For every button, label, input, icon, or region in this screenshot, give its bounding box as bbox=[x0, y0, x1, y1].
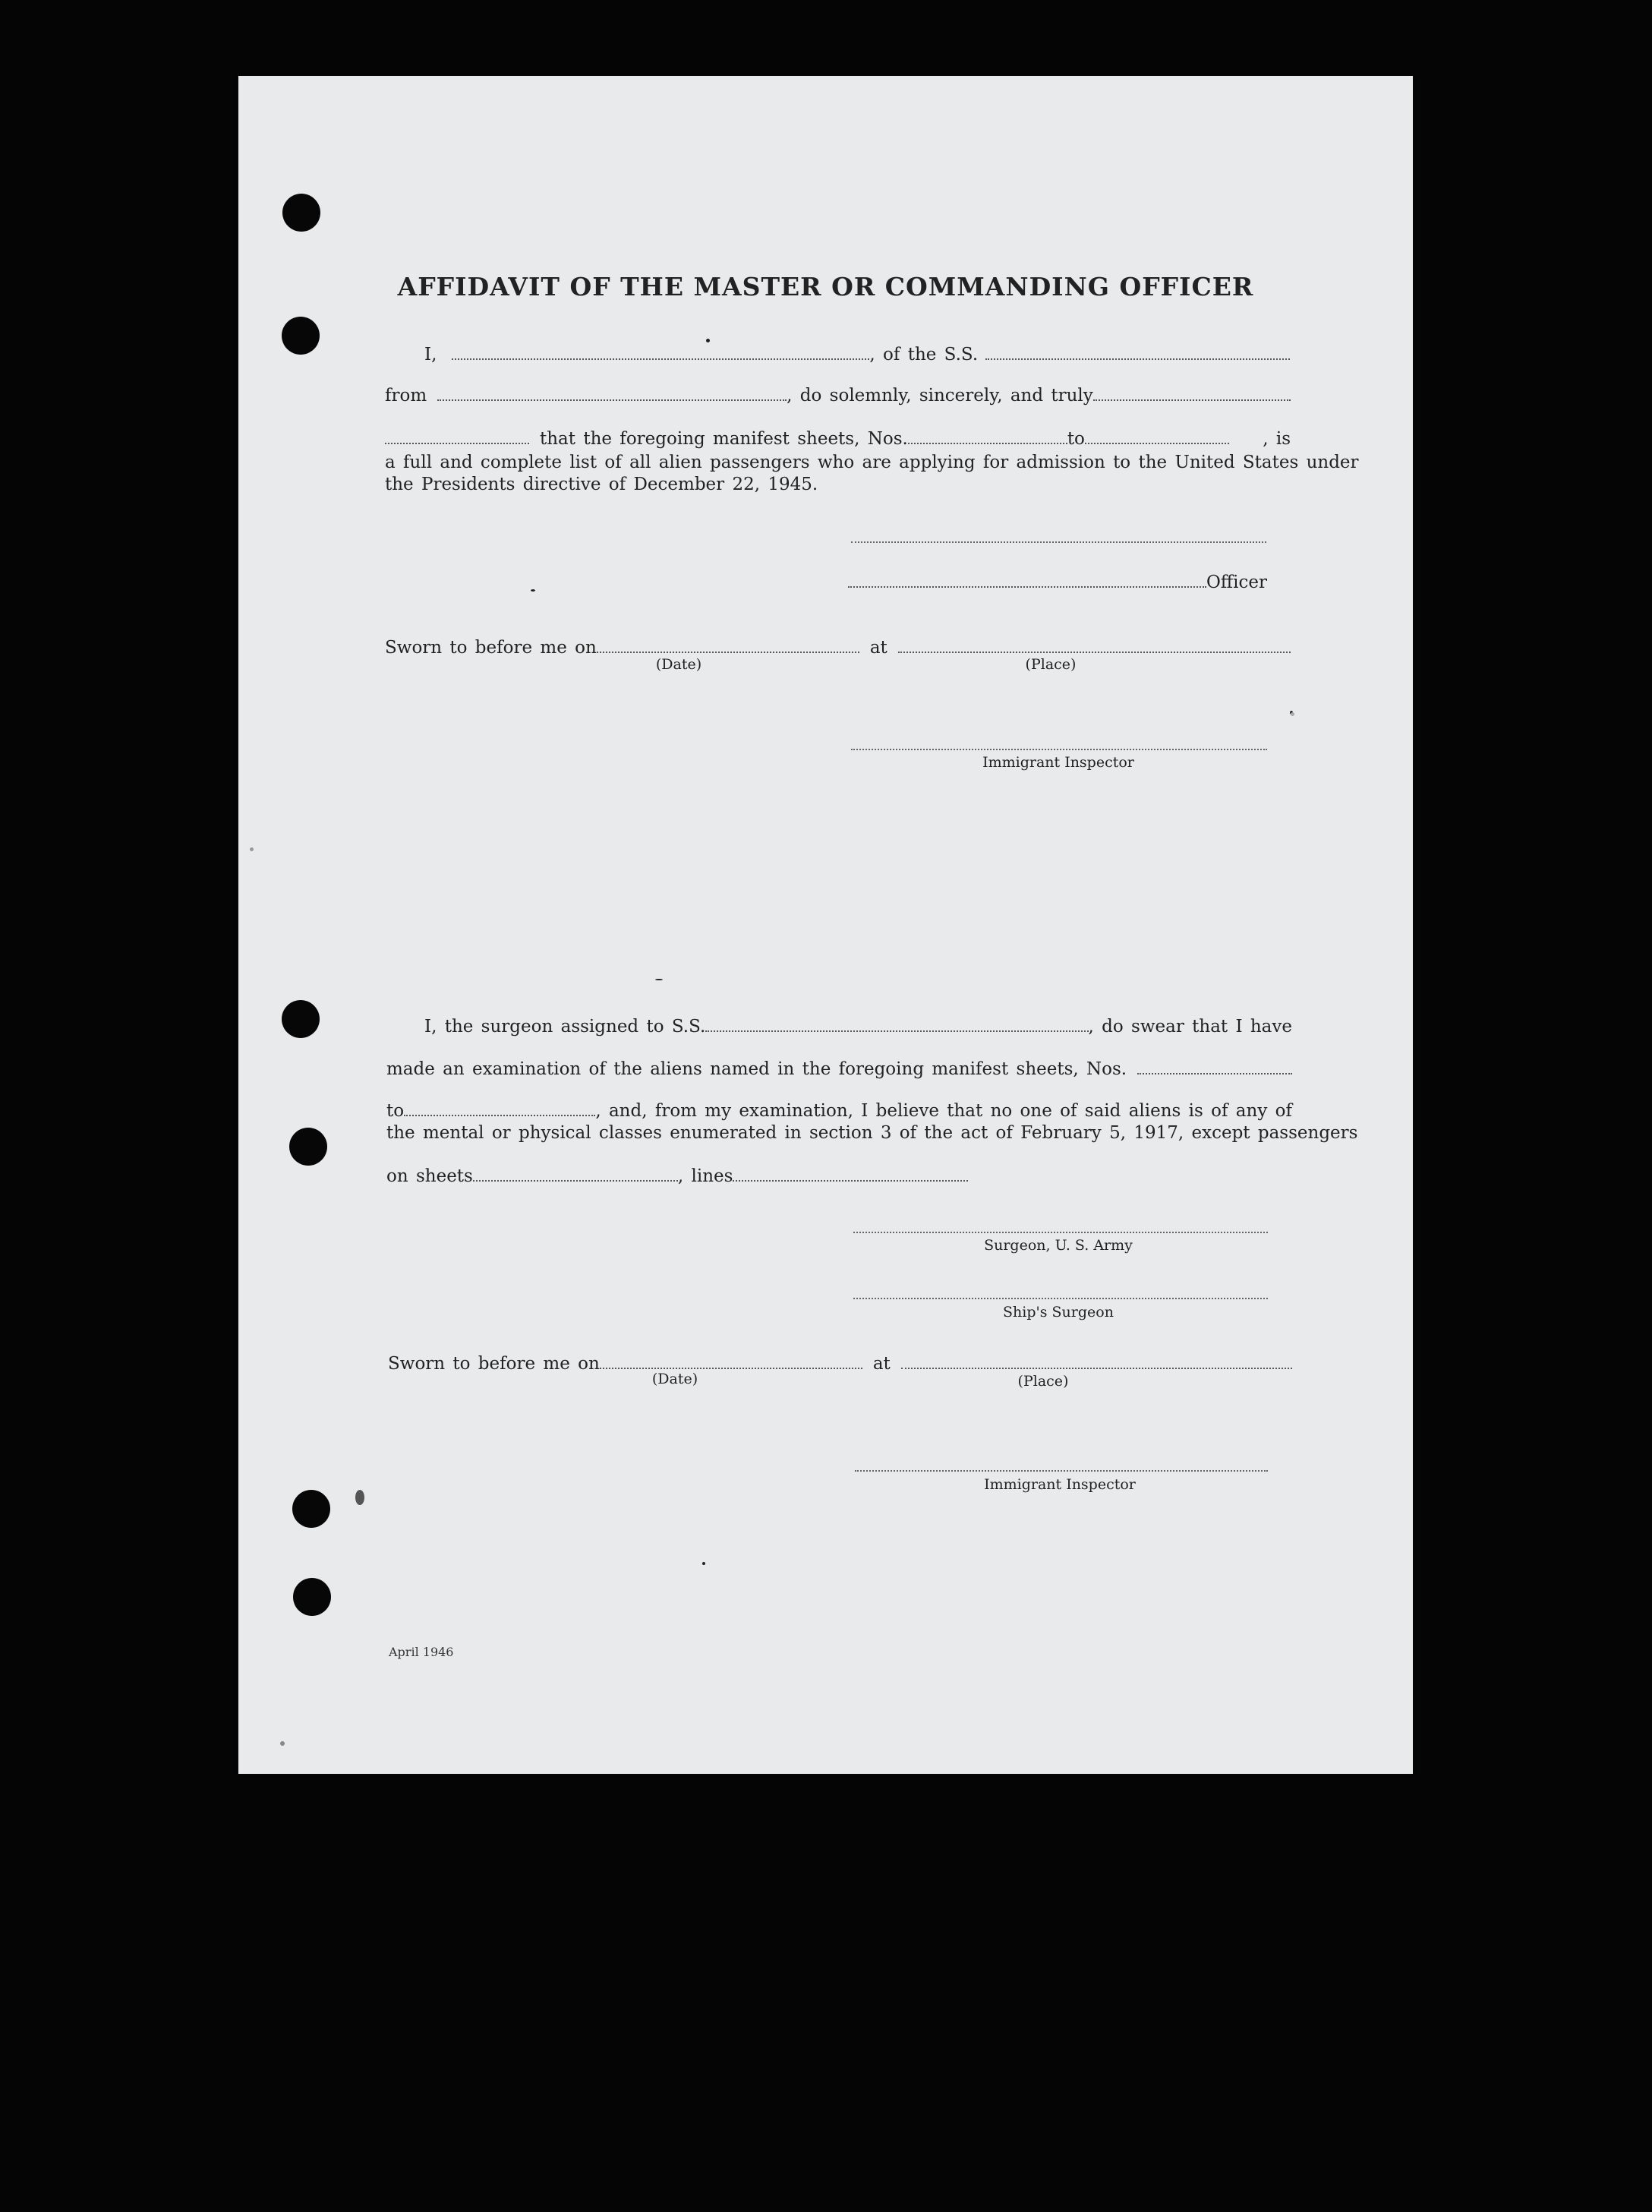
speck bbox=[355, 1490, 364, 1505]
form-title: AFFIDAVIT OF THE MASTER OR COMMANDING OFFICER bbox=[397, 272, 1254, 301]
surgeon-inspector-caption: Immigrant Inspector bbox=[984, 1476, 1136, 1493]
army-surgeon-caption: Surgeon, U. S. Army bbox=[984, 1237, 1133, 1254]
ship-surgeon-caption: Ship's Surgeon bbox=[1003, 1304, 1114, 1321]
punch-hole bbox=[289, 1128, 327, 1166]
master-name-field[interactable] bbox=[452, 343, 869, 360]
master-line-3: that the foregoing manifest sheets, Nos. to , is bbox=[385, 428, 1291, 449]
surgeon-place-caption: (Place) bbox=[1017, 1373, 1069, 1390]
master-sheets-to-field[interactable] bbox=[1085, 428, 1229, 444]
master-sworn-date-field[interactable] bbox=[597, 636, 859, 653]
master-line-2: from , do solemnly, sincerely, and truly bbox=[385, 384, 1291, 405]
surgeon-except-lines-field[interactable] bbox=[733, 1165, 968, 1182]
officer-signature-line-1[interactable] bbox=[851, 541, 1266, 543]
master-line-4: a full and complete list of all alien passengers who are applying for admission to the United States under bbox=[385, 453, 1359, 472]
master-sworn-line: Sworn to before me on at bbox=[385, 636, 1291, 658]
master-affirm-field[interactable] bbox=[385, 428, 529, 444]
officer-signature-line-2: Officer bbox=[848, 571, 1267, 592]
master-line-1: I, , of the S.S. bbox=[424, 343, 1290, 364]
speck bbox=[250, 847, 254, 851]
master-sheets-from-field[interactable] bbox=[908, 428, 1067, 444]
speck bbox=[706, 339, 710, 342]
surgeon-sheets-from-field[interactable] bbox=[1137, 1058, 1292, 1074]
officer-signature-field[interactable] bbox=[848, 571, 1206, 588]
surgeon-ship-field[interactable] bbox=[705, 1015, 1088, 1032]
surgeon-line-3: to , and, from my examination, I believe that no one of said aliens is of any of bbox=[386, 1101, 1292, 1121]
master-inspector-caption: Immigrant Inspector bbox=[982, 754, 1134, 771]
master-oath-field[interactable] bbox=[1093, 384, 1291, 401]
surgeon-sworn-place-field[interactable] bbox=[901, 1352, 1292, 1369]
form-page bbox=[238, 76, 1413, 1774]
speck bbox=[702, 1562, 705, 1565]
surgeon-line-2: made an examination of the aliens named in the foregoing manifest sheets, Nos. bbox=[386, 1058, 1292, 1079]
surgeon-date-caption: (Date) bbox=[651, 1371, 698, 1387]
punch-hole bbox=[282, 194, 320, 232]
master-inspector-signature-line[interactable] bbox=[851, 749, 1267, 750]
speck bbox=[655, 979, 663, 980]
army-surgeon-signature-line[interactable] bbox=[853, 1232, 1268, 1233]
surgeon-line-5: on sheets , lines bbox=[386, 1165, 968, 1186]
surgeon-sheets-to-field[interactable] bbox=[404, 1100, 595, 1116]
surgeon-sworn-line: Sworn to before me on at bbox=[388, 1352, 1292, 1374]
surgeon-line-4: the mental or physical classes enumerated in section 3 of the act of February 5, 1917, except passengers bbox=[386, 1123, 1358, 1143]
speck bbox=[1291, 712, 1294, 716]
master-from-field[interactable] bbox=[437, 384, 787, 401]
punch-hole bbox=[282, 1000, 320, 1038]
master-ship-field[interactable] bbox=[985, 343, 1290, 360]
punch-hole bbox=[292, 1490, 330, 1528]
punch-hole bbox=[282, 317, 320, 355]
surgeon-line-1: I, the surgeon assigned to S.S. , do swear that I have bbox=[424, 1017, 1292, 1037]
master-line-5: the Presidents directive of December 22, 1945. bbox=[385, 475, 818, 494]
speck bbox=[531, 589, 535, 592]
ship-surgeon-signature-line[interactable] bbox=[853, 1298, 1268, 1299]
master-date-caption: (Date) bbox=[655, 656, 702, 673]
surgeon-except-sheets-field[interactable] bbox=[473, 1165, 678, 1182]
speck bbox=[280, 1741, 285, 1746]
form-revision-date: April 1946 bbox=[389, 1645, 454, 1659]
master-sworn-place-field[interactable] bbox=[898, 636, 1291, 653]
surgeon-sworn-date-field[interactable] bbox=[600, 1352, 862, 1369]
surgeon-inspector-signature-line[interactable] bbox=[855, 1470, 1268, 1472]
master-place-caption: (Place) bbox=[1025, 656, 1077, 673]
punch-hole bbox=[293, 1578, 331, 1616]
